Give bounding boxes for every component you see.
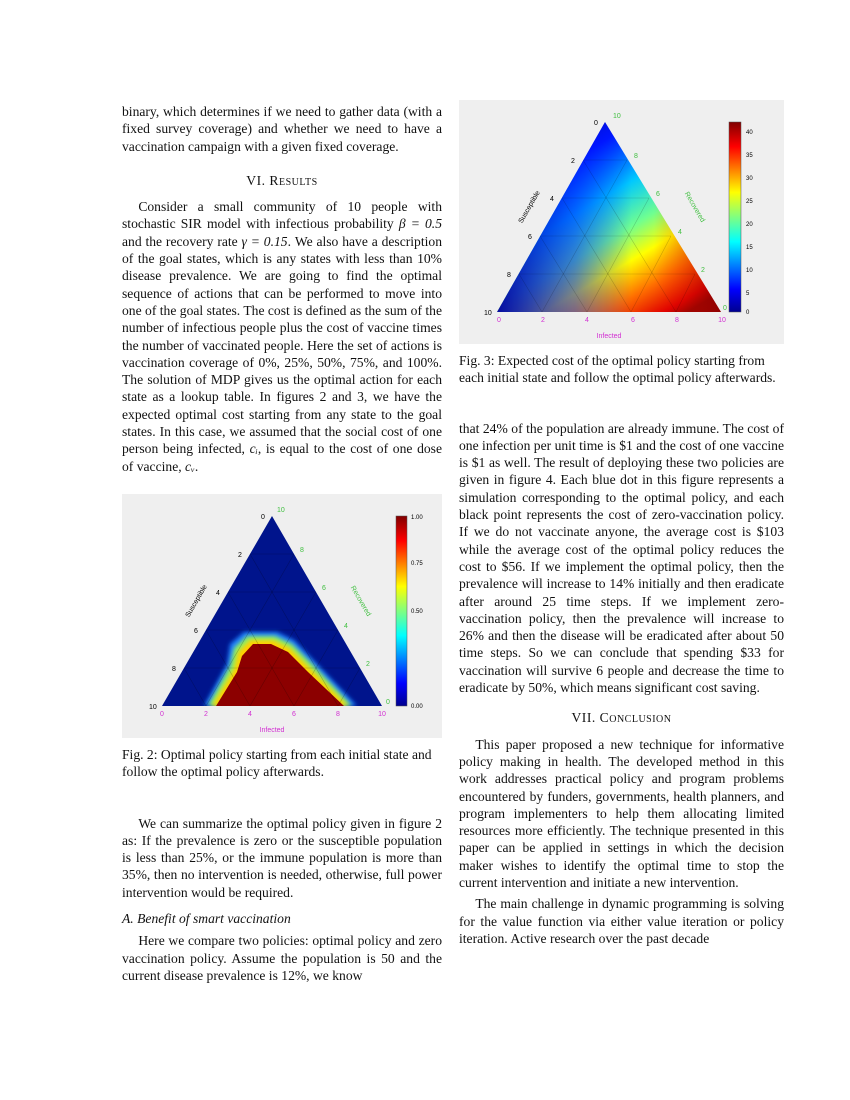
figure-3 [459, 100, 784, 344]
tick-label: 6 [194, 627, 198, 635]
tick-label: 6 [631, 317, 635, 324]
tick-label: 15 [746, 245, 753, 251]
tick-label: 5 [746, 291, 750, 297]
tick-label: 2 [238, 551, 242, 559]
benefit-paragraph: Here we compare two policies: optimal policy and zero vaccination policy. Assume the population is 50 and the current disease prevalence is 12%, we know [122, 933, 442, 983]
tick-label: 4 [550, 196, 554, 203]
bottom-axis-ticks [497, 317, 726, 324]
right-column [459, 103, 784, 947]
section-number: VII. [571, 710, 600, 726]
tick-label: 0 [594, 120, 598, 127]
left-axis-label: Susceptible [184, 583, 209, 619]
figure-3-plot [459, 100, 784, 344]
tick-label: 10 [613, 113, 621, 120]
tick-label: 0.00 [411, 703, 423, 710]
tick-label: 25 [746, 199, 753, 205]
tick-label: 6 [656, 191, 660, 198]
tick-label: 2 [701, 267, 705, 274]
x-axis-label: Infected [259, 726, 285, 734]
tick-label: 4 [344, 622, 348, 630]
tick-label: 1.00 [411, 514, 423, 521]
tick-label: 4 [585, 317, 589, 324]
tick-label: 10 [746, 268, 753, 274]
tick-label: 4 [216, 589, 220, 597]
tick-label: 10 [718, 317, 726, 324]
tick-label: 8 [336, 710, 340, 718]
cv-symbol: cᵥ [185, 458, 195, 474]
colorbar-ticks [746, 130, 753, 316]
tick-label: 0.75 [411, 560, 423, 567]
tick-label: 8 [634, 153, 638, 160]
right-axis-label: Recovered [682, 190, 706, 224]
tick-label: 0 [160, 710, 164, 718]
tick-label: 0 [386, 698, 390, 706]
section-title: Results [269, 172, 318, 188]
summary-paragraph: We can summarize the optimal policy given in figure 2 as: If the prevalence is zero or the susceptible population is less than 25%, or the immune population is more than 35%, then no intervention is needed, otherwise, full power intervention would be required. [122, 815, 442, 900]
tick-label: 10 [378, 710, 386, 718]
tick-label: 2 [571, 158, 575, 165]
tick-label: 0.50 [411, 608, 423, 615]
tick-label: 20 [746, 222, 753, 228]
tick-label: 8 [675, 317, 679, 324]
tick-label: 6 [292, 710, 296, 718]
colorbar-ticks [411, 515, 423, 710]
intro-paragraph: binary, which determines if we need to gather data (with a fixed survey coverage) and whether we need to have a vaccination campaign with a given fixed coverage. [122, 104, 442, 154]
tick-label: 2 [366, 660, 370, 668]
section-title: Conclusion [599, 710, 672, 726]
colorbar [396, 516, 407, 706]
ci-symbol: cᵢ [249, 441, 258, 457]
x-axis-label: Infected [596, 333, 622, 340]
gamma-equation: γ = 0.15 [241, 233, 288, 249]
tick-label: 10 [149, 703, 157, 711]
tick-label: 0 [497, 317, 501, 324]
right-shading [497, 122, 721, 312]
tick-label: 40 [746, 130, 753, 136]
figure-2-caption: Fig. 2: Optimal policy starting from each initial state and follow the optimal policy afterwards. [122, 746, 432, 780]
conclusion-paragraph-1: This paper proposed a new technique for informative policy making in health. The developed method in this work addresses practical policy and program problems encountered by funders, governments, health planners, and program implementers to help them allocating limited resources more efficiently. The technique presented in this paper can be applied in settings in which the decision maker wishes to identify the optimal time to stop the current intervention and initiate a new intervention. [459, 736, 784, 891]
tick-label: 4 [248, 710, 252, 718]
tick-label: 8 [172, 665, 176, 673]
tick-label: 0 [261, 513, 265, 521]
beta-equation: β = 0.5 [398, 216, 443, 232]
section-conclusion-heading [459, 709, 784, 726]
bottom-axis-ticks [160, 711, 386, 718]
tick-label: 8 [507, 272, 511, 279]
section-results-heading [122, 172, 442, 189]
tick-label: 0 [746, 310, 750, 316]
tick-label: 8 [300, 546, 304, 554]
figure-2 [122, 494, 442, 738]
tick-label: 6 [528, 234, 532, 241]
left-column [122, 103, 442, 984]
tick-label: 2 [204, 710, 208, 718]
tick-label: 10 [277, 506, 285, 514]
results-paragraph: Consider a small community of 10 people with stochastic SIR model with infectious probability β = 0.5 and the recovery rate γ = 0.15. We also have a description of the goal states, which is any states with less than 10% disease prevalence. We are going to find the optimal sequence of actions that can be performed to move into one of the goal states. The cost is defined as the sum of the number of infectious people plus the cost of vaccine times the number of vaccinated people. Here the set of actions is vaccination coverage of 0%, 25%, 50%, 75%, and 100%. The solution of MDP gives us the optimal action for each state as a lookup table. In figures 2 and 3, we have the expected optimal cost starting from any state to the goal states. In this case, we assumed that the social cost of one person being infected, cᵢ, is equal to the cost of one dose of vaccine, cᵥ. [122, 199, 443, 474]
subsection-a-heading: A. Benefit of smart vaccination [122, 911, 291, 927]
right-axis-label: Recovered [348, 584, 372, 618]
section-number: VI. [246, 172, 270, 188]
tick-label: 0 [723, 305, 727, 312]
tick-label: 10 [484, 310, 492, 317]
tick-label: 6 [322, 584, 326, 592]
tick-label: 4 [678, 229, 682, 236]
continued-paragraph: that 24% of the population are already immune. The cost of one infection per unit time is $1 and the cost of one vaccine is $1 as well. The result of deploying these two policies are given in figure 4. Each blue dot in this figure represents a simulation corresponding to the optimal policy, and each black point represents the cost of zero-vaccination policy. If we do not vaccinate anyone, the average cost is $103 while the average cost of the optimal policy reduces the cost to $56. If we implement the optimal policy, then the prevalence will increase to 14% initially and then eradicate after around 25 time steps. If we implement zero-vaccination policy, then the prevalence will increase to 26% and then the disease will be eradicated after about 50 time steps. So we can conclude that spending $33 for vaccination will survive 6 people and decrease the time to eradicate by 50%, which means significant cost saving. [459, 420, 784, 696]
tick-label: 2 [541, 317, 545, 324]
conclusion-paragraph-2: The main challenge in dynamic programming is solving for the value function via either value iteration or policy iteration. Active research over the past decade [459, 896, 784, 946]
tick-label: 35 [746, 153, 753, 159]
tick-label: 30 [746, 176, 753, 182]
left-axis-label: Susceptible [517, 189, 542, 225]
colorbar [729, 122, 741, 312]
figure-2-plot [122, 494, 442, 738]
figure-3-caption: Fig. 3: Expected cost of the optimal policy starting from each initial state and follow the optimal policy afterwards. [459, 353, 776, 386]
